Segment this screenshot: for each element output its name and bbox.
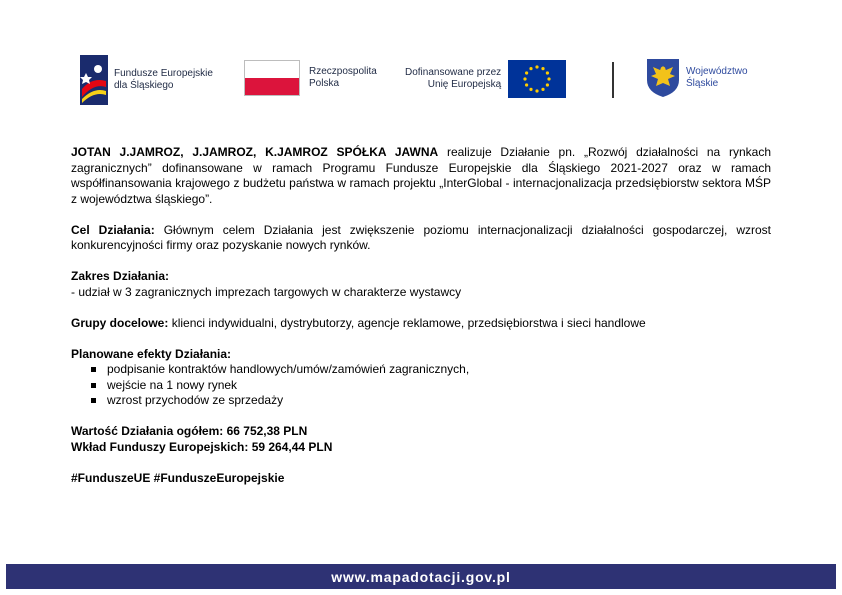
- footer-banner: [6, 564, 836, 589]
- list-item: wejście na 1 nowy rynek: [71, 378, 771, 394]
- eu-contribution-value: Wkład Funduszy Europejskich: 59 264,44 PLN: [71, 439, 333, 454]
- goal-paragraph: [71, 223, 771, 254]
- eu-funds-logo: [80, 55, 213, 105]
- eu-flag-icon: [508, 60, 566, 98]
- intro-paragraph: [71, 145, 771, 207]
- hashtags: #FunduszeUE #FunduszeEuropejskie: [71, 470, 285, 485]
- effects-list: [71, 362, 771, 409]
- logo-bar: [0, 50, 842, 110]
- intro-text: realizuje Działanie pn. „Rozwój działalności na rynkach zagranicznych” dofinansowane w ramach Programu Fundusze Europejskie dla Śląskiego 2021-2027 oraz w ramach współfinansowania krajowego z budżetu państwa w ramach projektu „InterGlobal - internacjonalizacja przedsiębiorstw sektora MŚP z województwa śląskiego”.: [71, 145, 772, 206]
- company-name: JOTAN J.JAMROZ, J.JAMROZ, K.JAMROZ SPÓŁKA JAWNA: [71, 145, 439, 159]
- announcement-body: [71, 145, 771, 486]
- eu-funds-line2: dla Śląskiego: [114, 80, 174, 91]
- eu-funds-line1: Fundusze Europejskie: [114, 68, 213, 79]
- logo-divider: [612, 62, 614, 98]
- list-item: podpisanie kontraktów handlowych/umów/zamówień zagranicznych,: [71, 362, 771, 378]
- effects-label: Planowane efekty Działania:: [71, 346, 232, 361]
- silesia-logo: [646, 58, 748, 98]
- goal-label: Cel Działania:: [71, 222, 155, 237]
- list-item: wzrost przychodów ze sprzedaży: [71, 393, 771, 409]
- scope-item: - udział w 3 zagranicznych imprezach targowych w charakterze wystawcy: [71, 284, 462, 299]
- scope-label: Zakres Działania:: [71, 269, 170, 283]
- targets-label: Grupy docelowe:: [71, 315, 169, 330]
- poland-line2: Polska: [309, 78, 340, 89]
- region-line2: Śląskie: [686, 78, 719, 89]
- eu-funds-mark-icon: [80, 55, 108, 105]
- poland-logo: [244, 60, 377, 96]
- silesian-eagle-icon: [646, 58, 680, 98]
- poland-flag-icon: [244, 60, 300, 96]
- goal-text: Głównym celem Działania jest zwiększenie poziomu internacjonalizacji działalności gospodarczej, wzrost konkurencyjności firmy oraz pozyskanie nowych rynków.: [71, 222, 771, 252]
- poland-line1: Rzeczpospolita: [309, 66, 377, 77]
- targets-paragraph: [71, 316, 771, 332]
- eu-line2: Unię Europejską: [427, 79, 502, 90]
- targets-text: klienci indywidualni, dystrybutorzy, agencje reklamowe, przedsiębiorstwa i sieci handlowe: [168, 315, 646, 330]
- total-value: Wartość Działania ogółem: 66 752,38 PLN: [71, 424, 308, 438]
- footer-url[interactable]: www.mapadotacji.gov.pl: [331, 568, 511, 585]
- eu-cofinanced-logo: [405, 60, 566, 98]
- eu-line1: Dofinansowane przez: [405, 67, 502, 78]
- region-line1: Województwo: [686, 66, 748, 77]
